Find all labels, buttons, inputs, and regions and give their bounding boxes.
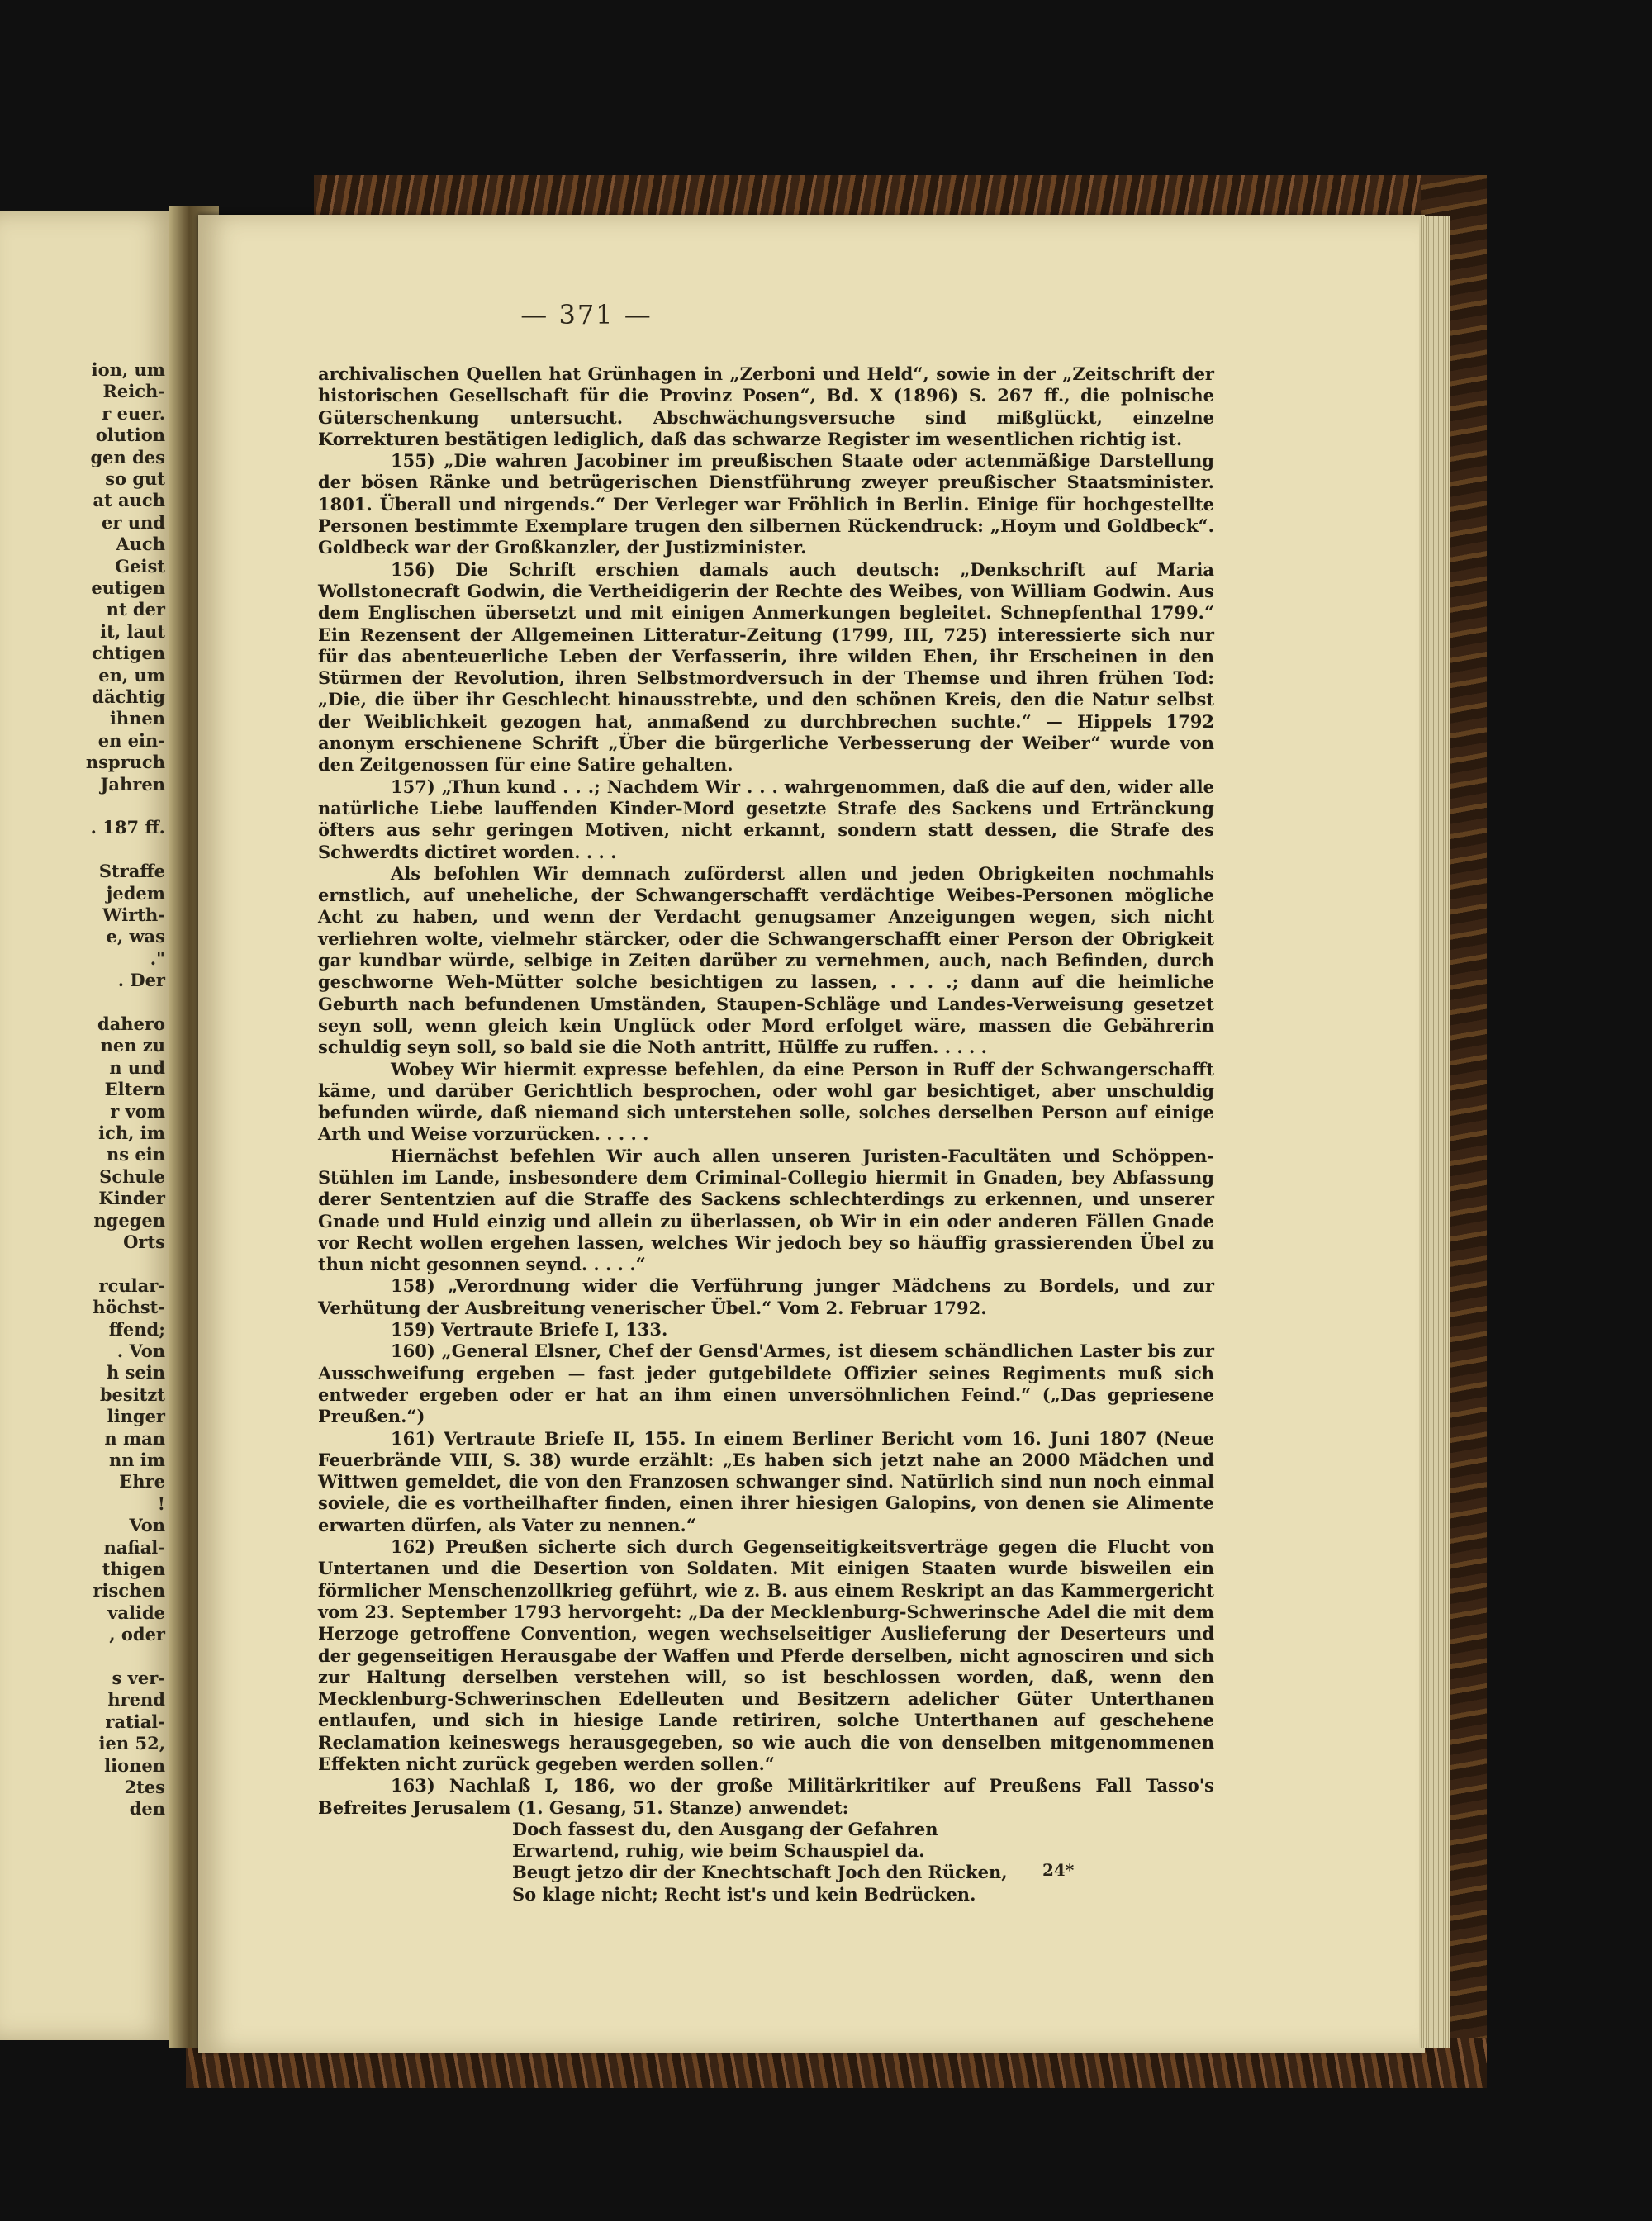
footnote-paragraph: 161) Vertraute Briefe II, 155. In einem Berliner Bericht vom 16. Juni 1807 (Neue Feuerbrände VIII, S. 38) wurde erzählt: „Es haben sich jetzt nahe an 2000 Mädchen und Wittwen gemeldet, die von den Franzosen schwanger sind. Natürlich sind nun noch einmal soviele, die es vortheilhafter finden, einen ihrer hiesigen Galopins, von denen sie Alimente erwarten dürfen, als Vater zu nennen.“ <box>318 1427 1214 1535</box>
left-page-line-fragment: e, was <box>106 926 165 947</box>
left-page-line-fragment: Ehre <box>119 1471 165 1493</box>
footnote-text-block <box>318 363 1214 1905</box>
footnote-paragraph: 155) „Die wahren Jacobiner im preußischen Staate oder actenmäßige Darstellung der bösen Ränke und betrügerischen Dienstführung zweyer preußischer Staatsminister. 1801. Überall und nirgends.“ Der Verleger war Fröhlich in Berlin. Einige für hochgestellte Personen bestimmte Exemplare trugen den silbernen Rückendruck: „Hoym und Goldbeck“. Goldbeck war der Großkanzler, der Justizminister. <box>318 450 1214 558</box>
left-page-line-fragment: ffend; <box>108 1318 165 1340</box>
verse-line: Erwartend, ruhig, wie beim Schauspiel da. <box>512 1840 925 1862</box>
left-page-line-fragment: ich, im <box>98 1122 165 1143</box>
left-page-line-fragment: er und <box>102 511 165 533</box>
verse-line: Beugt jetzo dir der Knechtschaft Joch den Rücken, <box>512 1862 1008 1883</box>
left-page-line-fragment: so gut <box>105 468 165 489</box>
left-page-line-fragment: en, um <box>98 664 165 686</box>
footnote-paragraph: Wobey Wir hiermit expresse befehlen, da eine Person in Ruff der Schwangerschafft käme, und darüber Gerichtlich besprochen, oder wohl gar besichtiget, aber unschuldig befunden würde, daß niemand sich unterstehen solle, solches derselben Person auf einige Arth und Weise vorzurücken. . . . . <box>318 1058 1214 1145</box>
verse-line: So klage nicht; Recht ist's und kein Bedrücken. <box>512 1883 976 1905</box>
left-page-line-fragment: Eltern <box>104 1079 165 1100</box>
footnote-paragraph: 159) Vertraute Briefe I, 133. <box>391 1319 668 1341</box>
left-page-line-fragment: nen zu <box>100 1035 165 1056</box>
footnote-paragraph: 157) „Thun kund . . .; Nachdem Wir . . . wahrgenommen, daß die auf den, wider alle natürliche Liebe lauffenden Kinder-Mord gesetzte Strafe des Sackens und Ertränckung öfters aus sehr geringen Motiven, nicht erkannt, sondern statt dessen, die Strafe des Schwerdts dictiret worden. . . . <box>318 776 1214 862</box>
left-page-line-fragment: Geist <box>115 555 165 577</box>
footnote-paragraph: Hiernächst befehlen Wir auch allen unseren Juristen-Facultäten und Schöppen-Stühlen im Lande, insbesondere dem Criminal-Collegio hiermit in Gnaden, bey Abfassung derer Sententzien auf die Straffe des Sackens schlechterdings zu erkennen, und unserer Gnade und Huld einzig und allein zu überlassen, ob Wir in ein oder anderen Fällen Gnade vor Recht wollen ergehen lassen, welches Wir jedoch bey so häuffig grassierenden Übel zu thun nicht gesonnen seynd. . . . .“ <box>318 1145 1214 1275</box>
left-page-line-fragment: s ver- <box>112 1668 165 1688</box>
left-page-line-fragment: thigen <box>102 1559 165 1579</box>
left-page-line-fragment: n und <box>109 1056 165 1078</box>
left-page-line-fragment: olution <box>95 425 165 446</box>
left-page-line-fragment: rischen <box>93 1580 165 1602</box>
footnote-paragraph: 156) Die Schrift erschien damals auch deutsch: „Denkschrift auf Maria Wollstonecraft Godwin, die Vertheidigerin der Rechte des Weibes, von William Godwin. Aus dem Englischen übersetzt und mit einigen Anmerkungen begleitet. Schnepfenthal 1799.“ Ein Rezensent der Allgemeinen Litteratur-Zeitung (1799, III, 725) interessierte sich nur für das abenteuerliche Leben der Verfasserin, ihre wilden Ehen, ihr Erscheinen in den Stürmen der Revolution, ihren Selbstmordversuch in der Themse und ihren frühen Tod: „Die, die über ihr Geschlecht hinausstrebte, und den schönen Kreis, den die Natur selbst der Weiblichkeit gezogen hat, anmaßend zu durchbrechen suchte.“ — Hippels 1792 anonym erschienene Schrift „Über die bürgerliche Verbesserung der Weiber“ wurde von den Zeitgenossen für eine Satire gehalten. <box>318 558 1214 776</box>
footnote-paragraph: Als befohlen Wir demnach zuförderst allen und jeden Obrigkeiten nochmahls ernstlich, auf uneheliche, der Schwangerschafft verdächtige Weibes-Personen mögliche Acht zu haben, und wenn der Verdacht genugsamer Anzeigungen wegen, sich nicht verliehren wolte, vielmehr stärcker, oder die Schwangerschafft einer Person der Obrigkeit gar kundbar würde, selbige in Zeiten darüber zu vernehmen, auch, nach Befinden, durch geschworne Weh-Mütter solche besichtigen zu lassen, . . . .; dann auf die heimliche Geburth nach befundenen Umständen, Staupen-Schläge und Landes-Verweisung gesetzet seyn soll, wenn gleich kein Unglück oder Mord erfolget wäre, massen die Gebährerin schuldig seyn soll, so bald sie die Noth antritt, Hülffe zu ruffen. . . . . <box>318 862 1214 1058</box>
left-page-line-fragment: r vom <box>110 1100 165 1122</box>
left-page-line-fragment: Auch <box>116 534 165 555</box>
left-page-line-fragment: Jahren <box>100 773 165 795</box>
left-page-line-fragment: Kinder <box>98 1188 165 1209</box>
left-page-line-fragment: linger <box>107 1406 165 1427</box>
left-page-line-fragment: ihnen <box>109 708 165 729</box>
footnote-paragraph: 158) „Verordnung wider die Verführung junger Mädchens zu Bordels, und zur Verhütung der Ausbreitung venerischer Übel.“ Vom 2. Februar 1792. <box>318 1275 1214 1318</box>
left-page-line-fragment: ion, um <box>91 359 165 380</box>
left-page-line-fragment: höchst- <box>93 1297 165 1318</box>
left-page-line-fragment: dächtig <box>92 686 165 707</box>
left-page-line-fragment: hrend <box>107 1689 165 1711</box>
left-page-line-fragment: Schule <box>99 1165 165 1187</box>
left-page-line-fragment: Wirth- <box>102 904 165 925</box>
left-page-line-fragment: ns ein <box>106 1144 165 1165</box>
left-page-line-fragment: ngegen <box>93 1209 165 1231</box>
left-page-line-fragment: nspruch <box>85 752 165 773</box>
left-page-line-fragment: n man <box>104 1427 165 1449</box>
left-page-line-fragment: valide <box>107 1602 165 1623</box>
left-page-line-fragment: . Von <box>116 1341 165 1361</box>
left-page-line-fragment: Von <box>129 1515 165 1536</box>
left-page-line-fragment: ratial- <box>105 1711 165 1732</box>
page-edges <box>1419 216 1450 2048</box>
left-page-line-fragment: Straffe <box>98 861 165 882</box>
left-page-line-fragment: ien 52, <box>98 1733 165 1754</box>
left-page-line-fragment: nn im <box>108 1450 165 1470</box>
left-page-line-fragment: ! <box>157 1493 165 1514</box>
footnote-paragraph: archivalischen Quellen hat Grünhagen in „Zerboni und Held“, sowie in der „Zeitschrift der historischen Gesellschaft für die Provinz Posen“, Bd. X (1896) S. 267 ff., die polnische Güterschenkung untersucht. Abschwächungsversuche sind mißglückt, einzelne Korrekturen bestätigen lediglich, daß das schwarze Register im wesentlichen richtig ist. <box>318 363 1214 449</box>
left-page-line-fragment: lionen <box>104 1754 165 1776</box>
left-page-line-fragment: Orts <box>123 1232 165 1252</box>
left-page-line-fragment: r euer. <box>102 402 165 424</box>
left-page-line-fragment: den <box>129 1798 165 1820</box>
left-page-line-fragment: nafial- <box>103 1536 165 1558</box>
left-page-line-fragment: it, laut <box>100 620 165 642</box>
printer-signature: 24* <box>1042 1860 1075 1880</box>
left-page <box>0 211 173 2040</box>
left-page-line-fragment: h sein <box>106 1362 165 1383</box>
left-page-line-fragment: jedem <box>106 882 165 904</box>
verse-quotation <box>318 1819 1214 1905</box>
left-page-line-fragment: Reich- <box>102 381 165 402</box>
left-page-line-fragment: chtigen <box>91 643 165 664</box>
left-page-line-fragment: rcular- <box>98 1274 165 1296</box>
left-page-line-fragment: en ein- <box>97 729 165 751</box>
left-page-line-fragment: at auch <box>93 490 165 511</box>
left-page-line-fragment: besitzt <box>99 1383 165 1405</box>
left-page-line-fragment: eutigen <box>91 577 165 598</box>
left-page-line-fragment: , oder <box>109 1624 165 1645</box>
left-page-line-fragment: dahero <box>97 1013 165 1034</box>
footnote-paragraph: 163) Nachlaß I, 186, wo der große Militärkritiker auf Preußens Fall Tasso's Befreites Jerusalem (1. Gesang, 51. Stanze) anwendet: <box>318 1775 1214 1818</box>
verse-line: Doch fassest du, den Ausgang der Gefahren <box>512 1818 938 1839</box>
footnote-paragraph: 160) „General Elsner, Chef der Gensd'Armes, ist diesem schändlichen Laster bis zur Ausschweifung ergeben — fast jeder gutgebildete Offizier seines Regiments muß sich entweder ergeben oder er hat an ihm einen unversöhnlichen Feind.“ („Das gepriesene Preußen.“) <box>318 1341 1214 1427</box>
left-page-line-fragment: . Der <box>117 970 165 991</box>
left-page-line-fragment: nt der <box>106 599 165 620</box>
left-page-line-fragment: ." <box>150 947 165 969</box>
left-page-line-fragment: gen des <box>90 446 165 467</box>
footnote-paragraph: 162) Preußen sicherte sich durch Gegenseitigkeitsverträge gegen die Flucht von Untertanen und die Desertion von Soldaten. Mit einigen Staaten wurde bisweilen ein förmlicher Menschenzollkrieg geführt, wie z. B. aus einem Reskript an das Kammergericht vom 23. September 1793 hervorgeht: „Da der Mecklenburg-Schwerinsche Adel die mit dem Herzoge getroffene Convention, wegen wechselseitiger Auslieferung der Deserteurs und der gegenseitigen Herausgabe der Waffen und Pferde derselben, nicht agnosciren und sich zur Haltung derselben verstehen will, so ist beschlossen worden, daß, wenn den Mecklenburg-Schwerinschen Edelleuten und Besitzern adelicher Güter Unterthanen entlaufen, und sich in hiesige Lande retiriren, solche Unterthanen auf geschehene Reclamation keineswegs herausgegeben, so wie auch die von denselben mitgenommenen Effekten nicht zurück gegeben werden sollen.“ <box>318 1536 1214 1774</box>
left-page-line-fragment: 2tes <box>124 1777 165 1797</box>
left-page-line-fragment: . 187 ff. <box>90 817 165 838</box>
page-number: — 371 — <box>520 299 653 330</box>
